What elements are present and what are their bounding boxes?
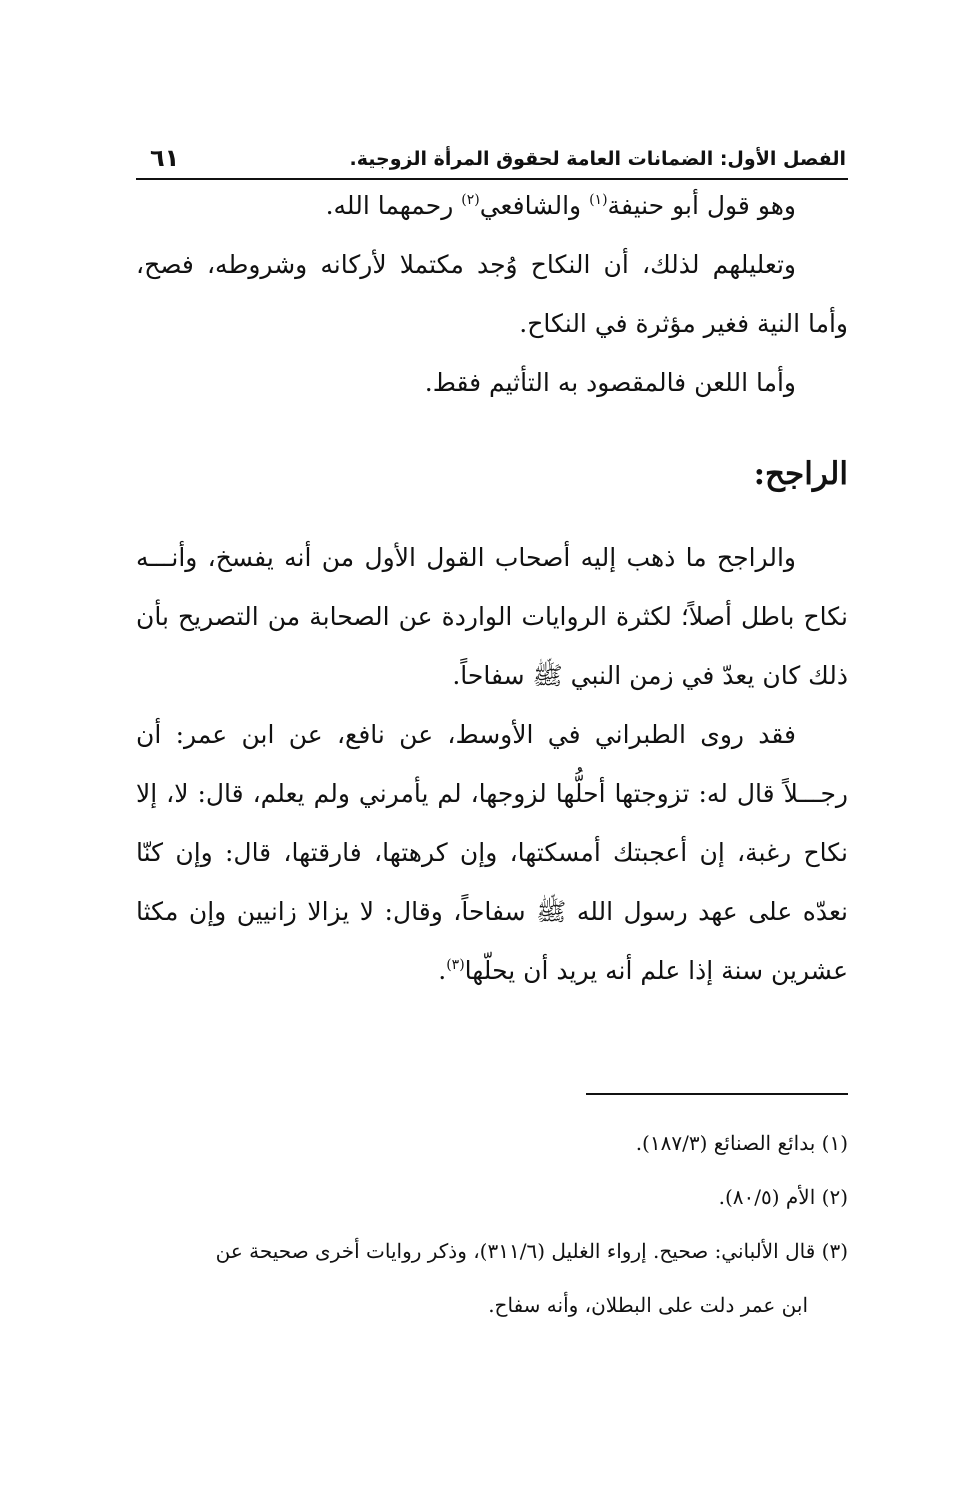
running-header [136, 142, 848, 180]
footnote-3-continuation: ابن عمر دلت على البطلان، وأنه سفاح. [488, 1293, 808, 1317]
footnotes [136, 1116, 848, 1332]
page-number: ٦١ [150, 144, 180, 172]
footnote-ref-3: (٣) [446, 957, 465, 973]
footnote-3: (٣) قال الألباني: صحيح. إرواء الغليل (٣١١/٦)، وذكر روايات أخرى صحيحة عن [215, 1239, 848, 1263]
paragraph-1 [136, 176, 848, 235]
main-text [136, 176, 848, 1000]
paragraph-1-end: رحمهما الله. [325, 191, 462, 220]
paragraph-5 [136, 705, 848, 1000]
section-heading: الراجح: [753, 456, 848, 492]
paragraph-1-start: وهو قول أبو حنيفة [607, 191, 796, 220]
footnote-2: (٢) الأم (٨٠/٥). [718, 1185, 848, 1209]
footnote-1: (١) بدائع الصنائع (١٨٧/٣). [635, 1131, 848, 1155]
footnote-divider [586, 1093, 848, 1095]
footnote-ref-2: (٢) [461, 192, 480, 208]
paragraph-3: وأما اللعن فالمقصود به التأثيم فقط. [424, 368, 796, 397]
paragraph-1-mid: والشافعي [479, 191, 590, 220]
paragraph-5-text: فقد روى الطبراني في الأوسط، عن نافع، عن ابن عمر: أن رجـــلاً قال له: تزوجتها أحلُّها لزوجها، لم يأمرني ولم يعلم، قال: لا، إلا نكاح رغبة، إن أعجبتك أمسكتها، وإن كرهتها، فارقتها، قال: وإن كنّا نعدّه على عهد رسول الله ﷺ سفاحاً، وقال: لا يزالا زانيين وإن مكثا عشرين سنة إذا علم أنه يريد أن يحلّها [136, 720, 848, 985]
footnote-ref-1: (١) [589, 192, 608, 208]
paragraph-5-end: . [438, 956, 447, 985]
paragraph-2: وتعليلهم لذلك، أن النكاح وُجد مكتملا لأركانه وشروطه، فصح، وأما النية فغير مؤثرة في النكاح. [136, 250, 848, 338]
chapter-title: الفصل الأول: الضمانات العامة لحقوق المرأة الزوجية. [349, 148, 846, 170]
paragraph-4: والراجح ما ذهب إليه أصحاب القول الأول من أنه يفسخ، وأنـــه نكاح باطل أصلاً؛ لكثرة الروايات الواردة عن الصحابة من التصريح بأن ذلك كان يعدّ في زمن النبي ﷺ سفاحاً. [136, 543, 848, 690]
